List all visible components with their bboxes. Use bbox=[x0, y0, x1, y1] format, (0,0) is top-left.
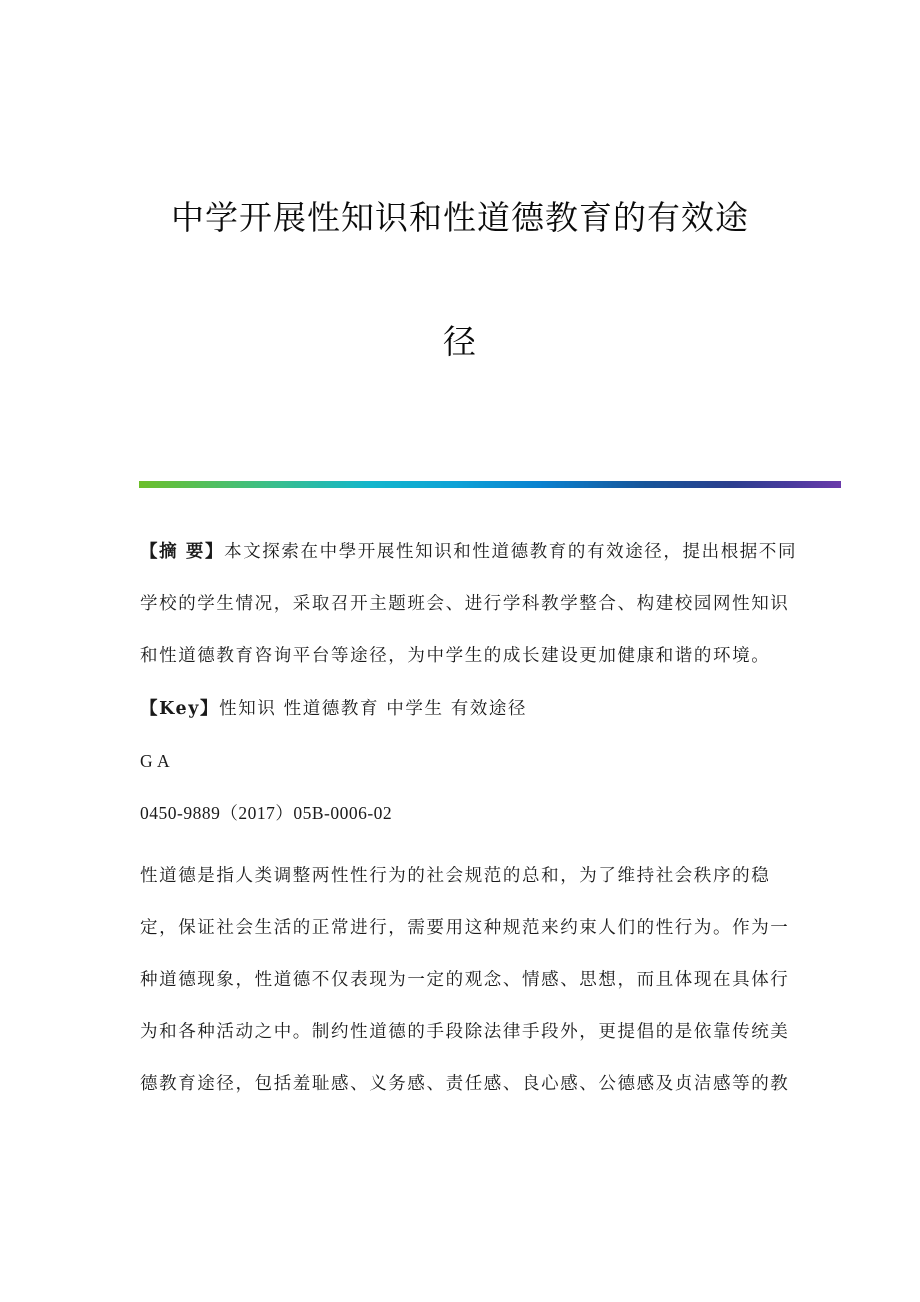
abstract-line-2: 学校的学生情况，采取召开主题班会、进行学科教学整合、构建校园网性知识 bbox=[140, 594, 790, 614]
body-line-5: 德教育途径，包括羞耻感、义务感、责任感、良心感、公德感及贞洁感等的教 bbox=[140, 1074, 790, 1094]
body-line-4: 为和各种活动之中。制约性道德的手段除法律手段外，更提倡的是依靠传统美 bbox=[140, 1022, 790, 1042]
article-id: 0450-9889（2017）05B-0006-02 bbox=[140, 803, 393, 823]
body-line-2: 定，保证社会生活的正常进行，需要用这种规范来约束人们的性行为。作为一 bbox=[140, 918, 790, 938]
document-title-line-2: 径 bbox=[443, 322, 477, 361]
abstract-line-1 bbox=[140, 540, 797, 564]
document-title-line-1: 中学开展性知识和性道德教育的有效途 bbox=[171, 198, 749, 237]
abstract-line-3: 和性道德教育咨询平台等途径，为中学生的成长建设更加健康和谐的环境。 bbox=[140, 646, 771, 666]
abstract-label: 【摘 要】 bbox=[140, 542, 225, 562]
body-line-3: 种道德现象，性道德不仅表现为一定的观念、情感、思想，而且体现在具体行 bbox=[140, 970, 790, 990]
gradient-divider bbox=[139, 481, 841, 488]
keywords-line bbox=[140, 697, 527, 721]
keywords-label: 【Key】 bbox=[140, 699, 220, 719]
classification-code: G A bbox=[140, 751, 171, 771]
body-line-1: 性道德是指人类调整两性性行为的社会规范的总和，为了维持社会秩序的稳 bbox=[140, 866, 771, 886]
abstract-text-1: 本文探索在中學开展性知识和性道德教育的有效途径，提出根据不同 bbox=[224, 542, 798, 562]
keywords-text: 性知识 性道德教育 中学生 有效途径 bbox=[219, 699, 528, 719]
